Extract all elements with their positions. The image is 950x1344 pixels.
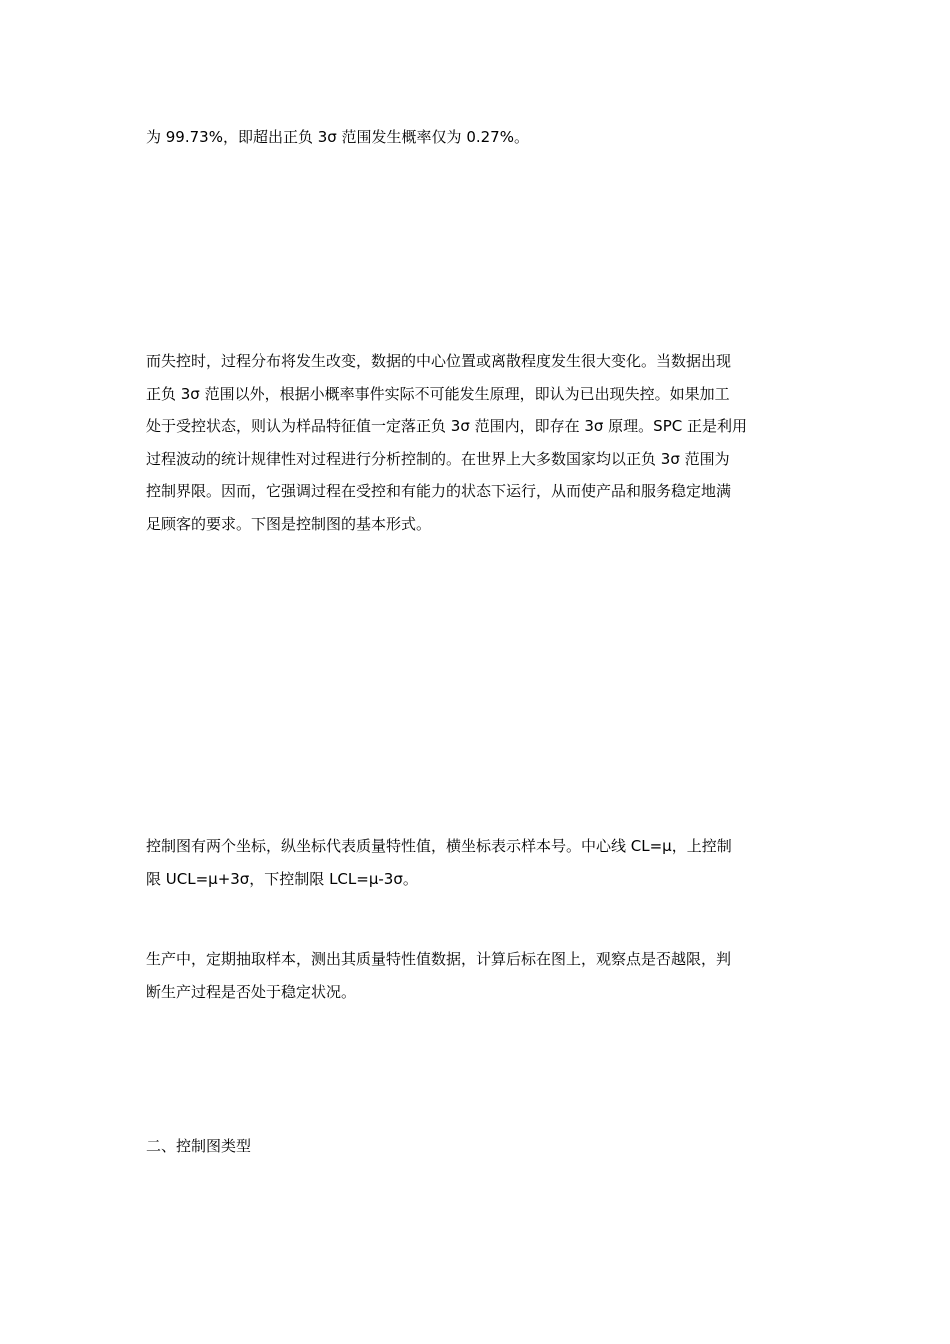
paragraph-control-chart-axes: [146, 830, 808, 895]
paragraph-sigma-probability: [146, 121, 808, 154]
text-line: 过程波动的统计规律性对过程进行分析控制的。在世界上大多数国家均以正负 3σ 范围为: [146, 449, 730, 468]
paragraph-sampling: [146, 943, 808, 1008]
text-line: 正负 3σ 范围以外，根据小概率事件实际不可能发生原理，即认为已出现失控。如果加工: [146, 384, 730, 403]
text-line: 断生产过程是否处于稳定状况。: [146, 982, 357, 1001]
text-line: 为 99.73%，即超出正负 3σ 范围发生概率仅为 0.27%。: [146, 128, 529, 146]
text-line: 而失控时，过程分布将发生改变，数据的中心位置或离散程度发生很大变化。当数据出现: [146, 352, 732, 370]
text-line: 二、控制图类型: [146, 1137, 252, 1155]
text-line: 生产中，定期抽取样本，测出其质量特性值数据，计算后标在图上，观察点是否越限，判: [146, 950, 732, 968]
paragraph-out-of-control: [146, 345, 808, 540]
text-line: 处于受控状态，则认为样品特征值一定落正负 3σ 范围内，即存在 3σ 原理。SPC 正是利用: [146, 417, 747, 435]
text-line: 控制图有两个坐标，纵坐标代表质量特性值，横坐标表示样本号。中心线 CL=μ，上控制: [146, 837, 732, 855]
text-line: 控制界限。因而，它强调过程在受控和有能力的状态下运行，从而使产品和服务稳定地满: [146, 482, 732, 500]
text-line: 足顾客的要求。下图是控制图的基本形式。: [146, 514, 432, 533]
section-heading-control-chart-types: [146, 1130, 808, 1163]
text-line: 限 UCL=μ+3σ，下控制限 LCL=μ-3σ。: [146, 869, 418, 888]
